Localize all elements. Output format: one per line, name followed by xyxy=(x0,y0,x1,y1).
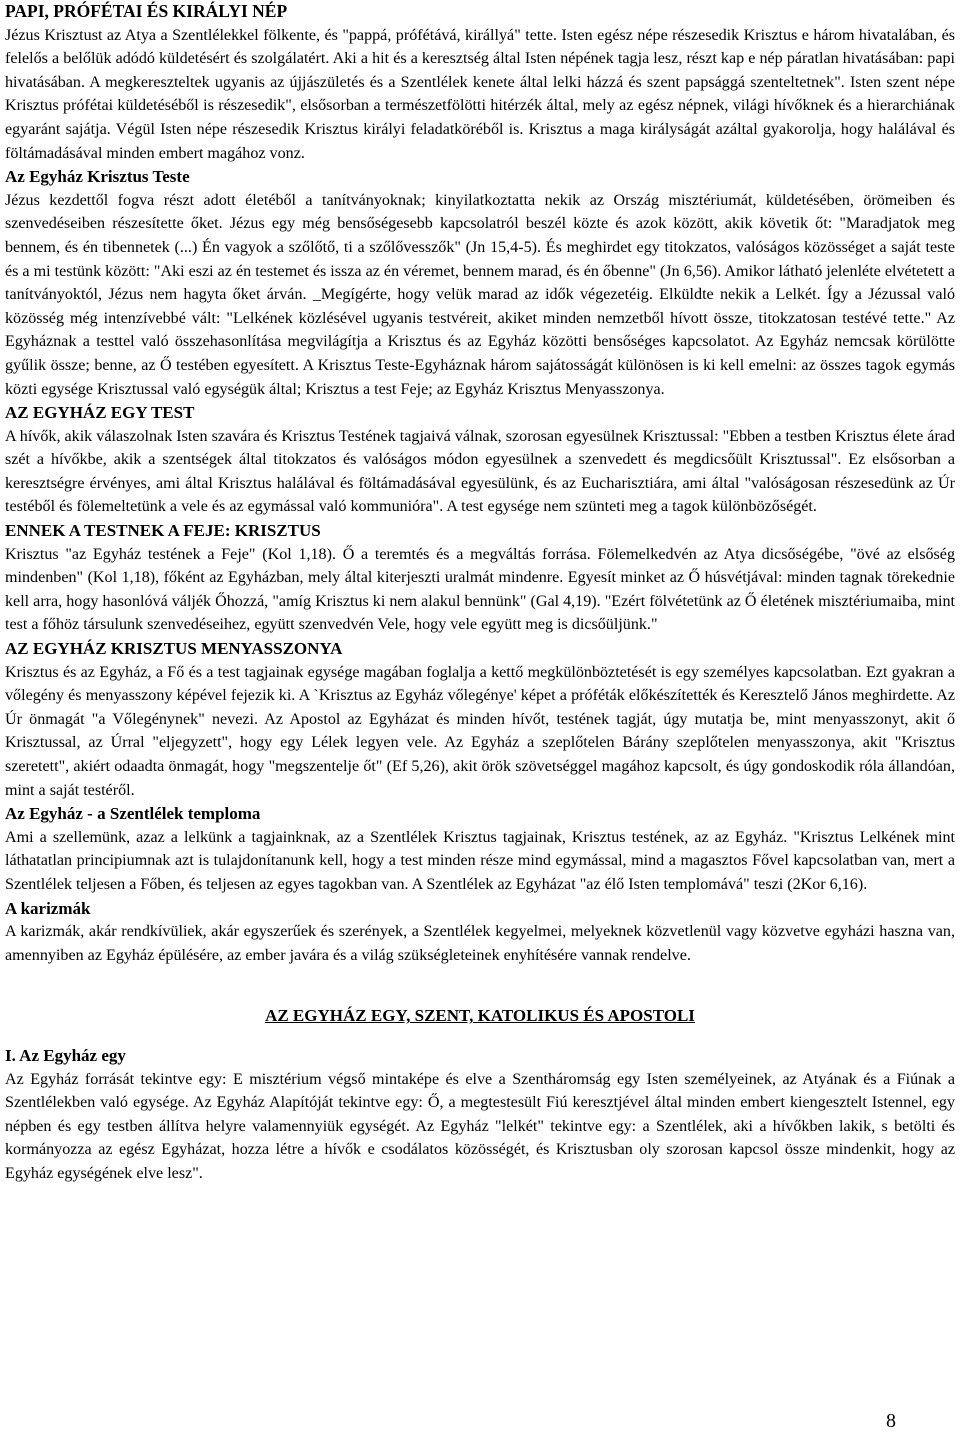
section-text-egy-test: A hívők, akik válaszolnak Isten szavára és Krisztus Testének tagjaivá válnak, szorosan egyesülnek Krisztussal: "Ebben a testben Krisztus élete árad szét a hívőkbe, akik a szentségek által titokzatos és valóságos módon egyesülnek a szenvedett és megdicsőült Krisztussal". Ez elsősorban a keresztségre érvényes, ami által Krisztus halálával és föltámadásával egyesülünk, és az Eucharisztiára, ami által "valóságosan részesedünk az Úr testéből és fölemeltetünk a vele és az egymással való kommunióra". A test egysége nem szünteti meg a tagok különbözőségét. xyxy=(5,427,955,516)
section-text-egyhaz-egy: Az Egyház forrását tekintve egy: E misztérium végső mintaképe és elve a Szentháromság egy Isten személyeinek, az Atyának és a Fiúnak a Szentlélekben való egysége. Az Egyház Alapítóját tekintve egy: Ő, a megtestesült Fiú keresztjével által minden embert kiengesztelt Istennel, egy népben és egy testben állítva helyre valamennyiük egységét. Az Egyház "lelkét" tekintve egy: a Szentlélek, aki a hívőkben lakik, s betölti és kormányozza az egész Egyházat, hozza létre a hívők e csodálatos közösségét, és Krisztusban oly szorosan kapcsol össze mindenkit, hogy az Egyház egységének elve lesz". xyxy=(5,1070,955,1182)
section-heading-egyhaz-egy: I. Az Egyház egy xyxy=(5,1045,126,1065)
section-heading-egy-test: AZ EGYHÁZ EGY TEST xyxy=(5,403,195,423)
section-heading-karizmak: A karizmák xyxy=(5,898,91,918)
section-heading-menyasszonya: AZ EGYHÁZ KRISZTUS MENYASSZONYA xyxy=(5,639,343,659)
section-text-karizmak: A karizmák, akár rendkívüliek, akár egyszerűek és szerények, a Szentlélek kegyelmei, melyeknek közvetlenül vagy közvetve egyházi haszna van, amennyiben az Egyház épülésére, az ember javára és a világ szükségleteinek enyhítésére vannak rendelve. xyxy=(5,923,955,964)
document-page xyxy=(5,0,955,1186)
section-text-krisztus-teste: Jézus kezdettől fogva részt adott életéből a tanítványoknak; kinyilatkoztatta nekik az Ország misztériumát, küldetésében, örömeiben és szenvedéseiben részesítette őket. Jézus egy még bensőségesebb kapcsolatról beszél közte és azok között, akik követik őt: "Maradjatok meg bennem, és én tibennetek (...) Én vagyok a szőlőtő, ti a szőlővesszők" (Jn 15,4-5). És meghirdet egy titokzatos, valóságos közösséget a saját teste és a mi testünk között: "Aki eszi az én testemet és issza az én véremet, bennem marad, és én őbenne" (Jn 6,56). Amikor látható jelenléte elvétetett a tanítványoktól, Jézus nem hagyta őket árván. _Megígérte, hogy velük marad az idők végezetéig. Elküldte nekik a Lelkét. Így a Jézussal való közösség még intenzívebbé vált: "Lelkének közlésével ugyanis testvéreit, akiket minden nemzetből hívott össze, titokzatosan testévé tette." Az Egyháznak a testtel való összehasonlítása megvilágítja a Krisztus és az Egyház közötti bensőséges kapcsolatot. Az Egyház nemcsak körülötte gyűlik össze; benne, az Ő testében egyesített. A Krisztus Teste-Egyháznak három sajátosságát különösen is ki kell emelni: az összes tagok egymás közti egysége Krisztussal való egységük által; Krisztus a test Feje; az Egyház Krisztus Menyasszonya. xyxy=(5,191,955,398)
section-text-feje: Krisztus "az Egyház testének a Feje" (Kol 1,18). Ő a teremtés és a megváltás forrása. Fölemelkedvén az Atya dicsőségébe, "övé az elsőség mindenben" (Kol 1,18), főként az Egyházban, mely által kiterjeszti uralmát mindenre. Egyesít minket az Ő húsvétjával: minden tagnak törekednie kell arra, hogy hasonlóvá váljék Őhozzá, "amíg Krisztus ki nem alakul bennünk" (Gal 4,19). "Ezért fölvétetünk az Ő életének misztériumaiba, mint test a főhöz társulunk szenvedéseihez, együtt szenvedvén Vele, hogy vele együtt meg is dicsőüljünk." xyxy=(5,545,955,634)
section-heading-szentlelek-temploma: Az Egyház - a Szentlélek temploma xyxy=(5,804,261,824)
section-heading-feje: ENNEK A TESTNEK A FEJE: KRISZTUS xyxy=(5,521,321,541)
section-text-menyasszonya: Krisztus és az Egyház, a Fő és a test tagjainak egysége magában foglalja a kettő megkülönböztetését is egy személyes kapcsolatban. Ezt gyakran a vőlegény és menyasszony képével fejezik ki. A `Krisztus az Egyház vőlegénye' képet a próféták előkészítették és Keresztelő János meghirdette. Az Úr önmagát "a Vőlegénynek" nevezi. Az Apostol az Egyházat és minden hívőt, testének tagját, úgy mutatja be, mint menyasszonyt, akit ő Krisztussal, az Úrral "eljegyzett", hogy egy Lélek legyen vele. Az Egyház a szeplőtelen Bárány szeplőtelen menyasszonya, akit "Krisztus szeretett", akiért odaadta önmagát, hogy "megszentelje őt" (Ef 5,26), akit örök szövetséggel magához kapcsolt, és úgy gondoskodik róla állandóan, mint a saját testéről. xyxy=(5,663,955,799)
chapter-title: AZ EGYHÁZ EGY, SZENT, KATOLIKUS ÉS APOSTOLI xyxy=(265,1006,695,1026)
page-number: 8 xyxy=(886,1410,896,1432)
section-heading-krisztus-teste: Az Egyház Krisztus Teste xyxy=(5,167,190,187)
section-heading-papi: PAPI, PRÓFÉTAI ÉS KIRÁLYI NÉP xyxy=(5,1,288,21)
section-text-papi: Jézus Krisztust az Atya a Szentlélekkel fölkente, és "pappá, prófétává, királlyá" tette. Isten egész népe részesedik Krisztus e három hivatalában, és felelős a belőlük adódó küldetésért és szolgálatért. Aki a hit és a keresztség által Isten népének tagja lesz, részt kap e nép páratlan hivatásában: papi hivatásában. A megkereszteltek ugyanis az újjászületés és a Szentlélek kenete által lelki házzá és szent papsággá szenteltetnek". Isten szent népe Krisztus prófétai küldetéséből is részesedik", elsősorban a természetfölötti hitérzék által, mely az egész népnek, világi hívőknek és a hierarchiának egyaránt sajátja. Végül Isten népe részesedik Krisztus királyi feladatköréből is. Krisztus a maga királyságát azáltal gyakorolja, hogy halálával és föltámadásával minden embert magához vonz. xyxy=(5,26,955,162)
section-text-szentlelek-temploma: Ami a szellemünk, azaz a lelkünk a tagjainknak, az a Szentlélek Krisztus tagjainak, Krisztus testének, az az Egyház. "Krisztus Lelkének mint láthatatlan principiumnak azt is tulajdonítanunk kell, hogy a test minden része mind egymással, mind a magasztos Fővel kapcsolatban van, mert a Szentlélek teljesen a Főben, és teljesen az egyes tagokban van. A Szentlélek az Egyházat "az élő Isten templomává" teszi (2Kor 6,16). xyxy=(5,828,955,893)
